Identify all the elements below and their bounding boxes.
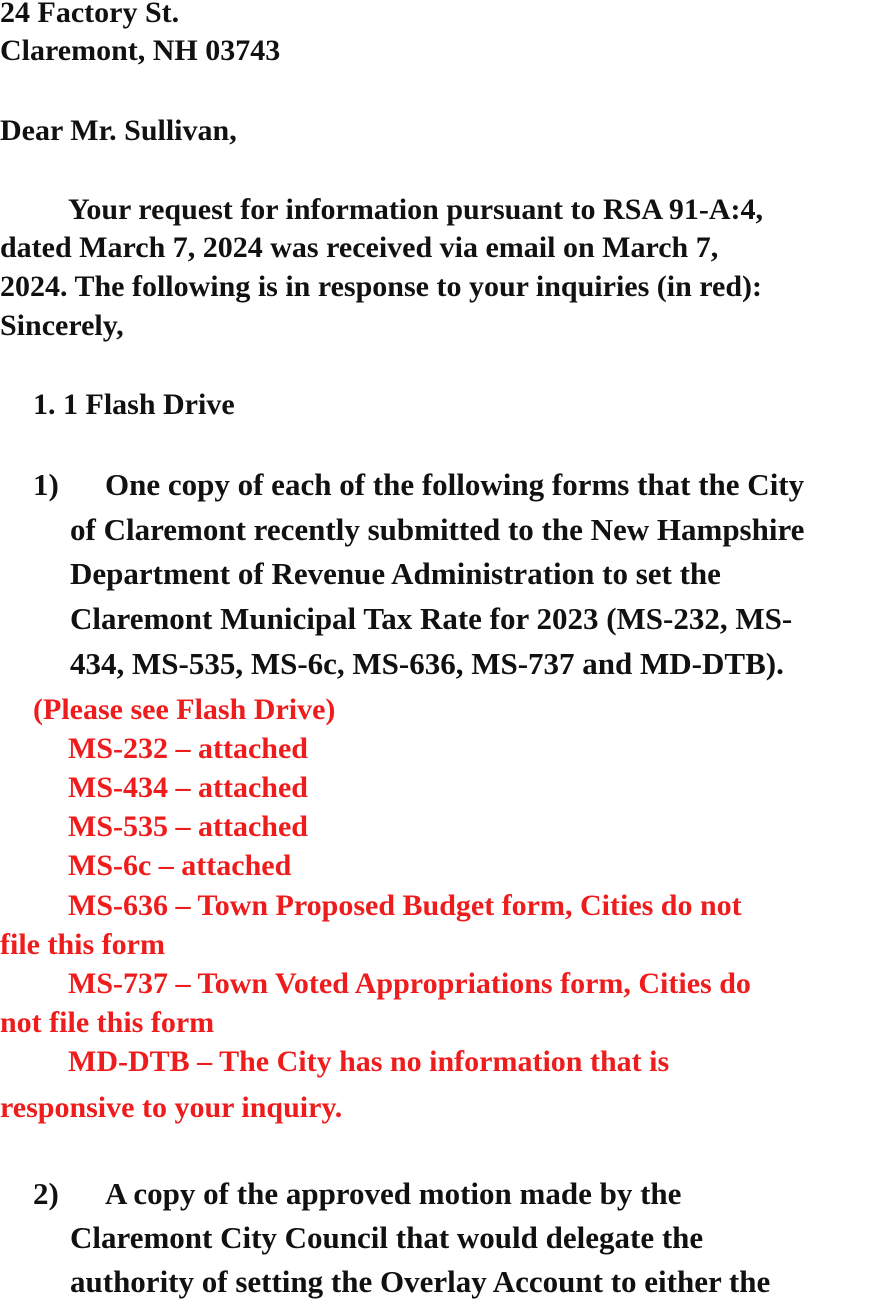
address-street: 24 Factory St. xyxy=(0,0,180,29)
response-ms737-line-2: not file this form xyxy=(0,1006,215,1039)
response-mddtb-line-1: MD-DTB – The City has no information that is xyxy=(68,1045,670,1078)
response-ms636-line-1: MS-636 – Town Proposed Budget form, Cities do not xyxy=(68,889,742,922)
intro-closing: Sincerely, xyxy=(0,309,124,342)
response-ms6c: MS-6c – attached xyxy=(68,849,292,882)
item-2-line-3: authority of setting the Overlay Account to either the xyxy=(70,1264,771,1299)
response-see-flash-drive: (Please see Flash Drive) xyxy=(33,693,336,726)
response-ms737-line-1: MS-737 – Town Voted Appropriations form, Cities do xyxy=(68,967,751,1000)
section-heading: 1. 1 Flash Drive xyxy=(33,388,235,421)
address-city-line: Claremont, NH 03743 xyxy=(0,34,281,67)
response-ms535: MS-535 – attached xyxy=(68,810,308,843)
item-1-line-5: 434, MS-535, MS-6c, MS-636, MS-737 and MD-DTB). xyxy=(70,646,784,681)
item-1-number: 1) xyxy=(33,467,59,502)
response-ms434: MS-434 – attached xyxy=(68,771,308,804)
item-2-line-2: Claremont City Council that would delegate the xyxy=(70,1220,704,1255)
salutation: Dear Mr. Sullivan, xyxy=(0,114,237,147)
intro-line-2: dated March 7, 2024 was received via email on March 7, xyxy=(0,231,719,264)
response-ms636-line-2: file this form xyxy=(0,928,165,961)
response-mddtb-line-2: responsive to your inquiry. xyxy=(0,1091,343,1124)
item-1-line-2: of Claremont recently submitted to the New Hampshire xyxy=(70,512,805,547)
response-ms232: MS-232 – attached xyxy=(68,732,308,765)
item-2-number: 2) xyxy=(33,1176,59,1211)
intro-line-1: Your request for information pursuant to RSA 91-A:4, xyxy=(68,193,764,226)
item-1-line-4: Claremont Municipal Tax Rate for 2023 (MS-232, MS- xyxy=(70,601,793,636)
item-1-line-3: Department of Revenue Administration to set the xyxy=(70,556,721,591)
item-2-line-1: A copy of the approved motion made by the xyxy=(105,1176,682,1211)
item-1-line-1: One copy of each of the following forms that the City xyxy=(105,467,805,502)
intro-line-3: 2024. The following is in response to your inquiries (in red): xyxy=(0,270,763,303)
